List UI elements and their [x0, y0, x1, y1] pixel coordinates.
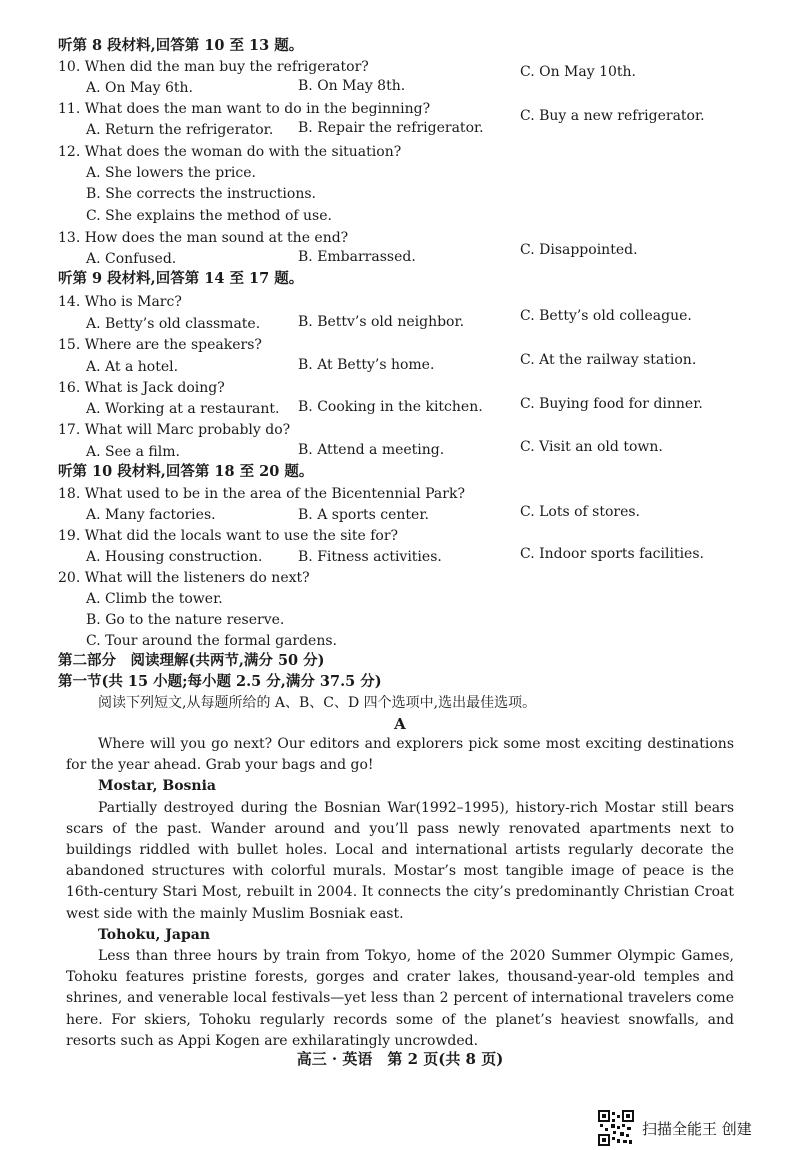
qr-code-icon [598, 1110, 634, 1146]
question-12: 12. What does the woman do with the situation? [58, 144, 402, 160]
question-11: 11. What does the man want to do in the beginning? [58, 101, 431, 117]
q16-option-a: A. Working at a restaurant. [86, 401, 280, 417]
listening-section-9-header: 听第 9 段材料,回答第 14 至 17 题。 [58, 270, 304, 287]
question-15: 15. Where are the speakers? [58, 337, 262, 353]
q18-option-c: C. Lots of stores. [520, 504, 641, 520]
q19-option-b: B. Fitness activities. [298, 549, 442, 565]
listening-section-8-header: 听第 8 段材料,回答第 10 至 13 题。 [58, 37, 304, 54]
paragraph-mostar: Partially destroyed during the Bosnian War(1992–1995), history-rich Mostar still bears scars of the past. Wander around and you’ll pass newly renovated apartments next to buildings riddled with bullet holes. Local and international artists regularly decorate the abandoned structures with colorful murals. Mostar’s most tangible image of peace is the 16th-century Stari Most, rebuilt in 2004. It connects the city’s predominantly Christian Croat west side with the mainly Muslim Bosniak east. [66, 799, 734, 922]
q15-option-c: C. At the railway station. [520, 352, 697, 368]
q13-option-a: A. Confused. [86, 251, 177, 267]
q11-option-c: C. Buy a new refrigerator. [520, 108, 705, 124]
q10-option-b: B. On May 8th. [298, 78, 406, 94]
q11-option-b: B. Repair the refrigerator. [298, 120, 484, 136]
question-14: 14. Who is Marc? [58, 294, 182, 310]
passage-body [66, 734, 734, 1052]
q18-option-a: A. Many factories. [86, 507, 216, 523]
q10-option-a: A. On May 6th. [86, 80, 193, 96]
q10-option-c: C. On May 10th. [520, 64, 637, 80]
q14-option-c: C. Betty’s old colleague. [520, 308, 692, 324]
listening-section-10-header: 听第 10 段材料,回答第 18 至 20 题。 [58, 463, 314, 480]
subheading-mostar: Mostar, Bosnia [98, 778, 216, 795]
q12-option-c: C. She explains the method of use. [86, 208, 332, 224]
q18-option-b: B. A sports center. [298, 507, 429, 523]
page-footer: 高三 · 英语 第 2 页(共 8 页) [296, 1050, 504, 1068]
question-17: 17. What will Marc probably do? [58, 422, 291, 438]
q12-option-b: B. She corrects the instructions. [86, 186, 316, 202]
scanner-label: 扫描全能王 创建 [642, 1119, 752, 1138]
subheading-tohoku: Tohoku, Japan [98, 926, 211, 943]
q16-option-b: B. Cooking in the kitchen. [298, 399, 483, 415]
q19-option-a: A. Housing construction. [86, 549, 263, 565]
q17-option-a: A. See a film. [86, 444, 180, 460]
q14-option-a: A. Betty’s old classmate. [86, 316, 261, 332]
question-19: 19. What did the locals want to use the site for? [58, 528, 399, 544]
q11-option-a: A. Return the refrigerator. [86, 122, 274, 138]
q20-option-a: A. Climb the tower. [86, 591, 223, 607]
question-18: 18. What used to be in the area of the Bicentennial Park? [58, 486, 465, 502]
q14-option-b: B. Bettv’s old neighbor. [298, 314, 465, 330]
reading-part-title: 第二部分 阅读理解(共两节,满分 50 分) [58, 652, 325, 669]
reading-instruction: 阅读下列短文,从每题所给的 A、B、C、D 四个选项中,选出最佳选项。 [98, 695, 537, 711]
q20-option-b: B. Go to the nature reserve. [86, 612, 285, 628]
question-13: 13. How does the man sound at the end? [58, 230, 349, 246]
q17-option-b: B. Attend a meeting. [298, 442, 445, 458]
reading-section-title: 第一节(共 15 小题;每小题 2.5 分,满分 37.5 分) [58, 673, 382, 690]
q15-option-a: A. At a hotel. [86, 359, 179, 375]
passage-label: A [394, 715, 406, 733]
q17-option-c: C. Visit an old town. [520, 439, 663, 455]
question-20: 20. What will the listeners do next? [58, 570, 310, 586]
scanner-watermark [598, 1110, 752, 1146]
q20-option-c: C. Tour around the formal gardens. [86, 633, 337, 649]
question-10: 10. When did the man buy the refrigerator? [58, 59, 369, 75]
question-16: 16. What is Jack doing? [58, 380, 225, 396]
q13-option-c: C. Disappointed. [520, 242, 638, 258]
q19-option-c: C. Indoor sports facilities. [520, 546, 704, 562]
paragraph-tohoku: Less than three hours by train from Tokyo, home of the 2020 Summer Olympic Games, Tohoku features pristine forests, gorges and crater lakes, thousand-year-old temples and shrines, and venerable local festivals—yet less than 2 percent of international travelers come here. For skiers, Tohoku regularly records some of the planet’s heaviest snowfalls, and resorts such as Appi Kogen are exhilaratingly uncrowded. [66, 948, 734, 1049]
q12-option-a: A. She lowers the price. [86, 165, 256, 181]
q16-option-c: C. Buying food for dinner. [520, 396, 703, 412]
q13-option-b: B. Embarrassed. [298, 249, 416, 265]
passage-intro: Where will you go next? Our editors and explorers pick some most exciting destinations for the year ahead. Grab your bags and go! [66, 736, 734, 774]
q15-option-b: B. At Betty’s home. [298, 357, 435, 373]
